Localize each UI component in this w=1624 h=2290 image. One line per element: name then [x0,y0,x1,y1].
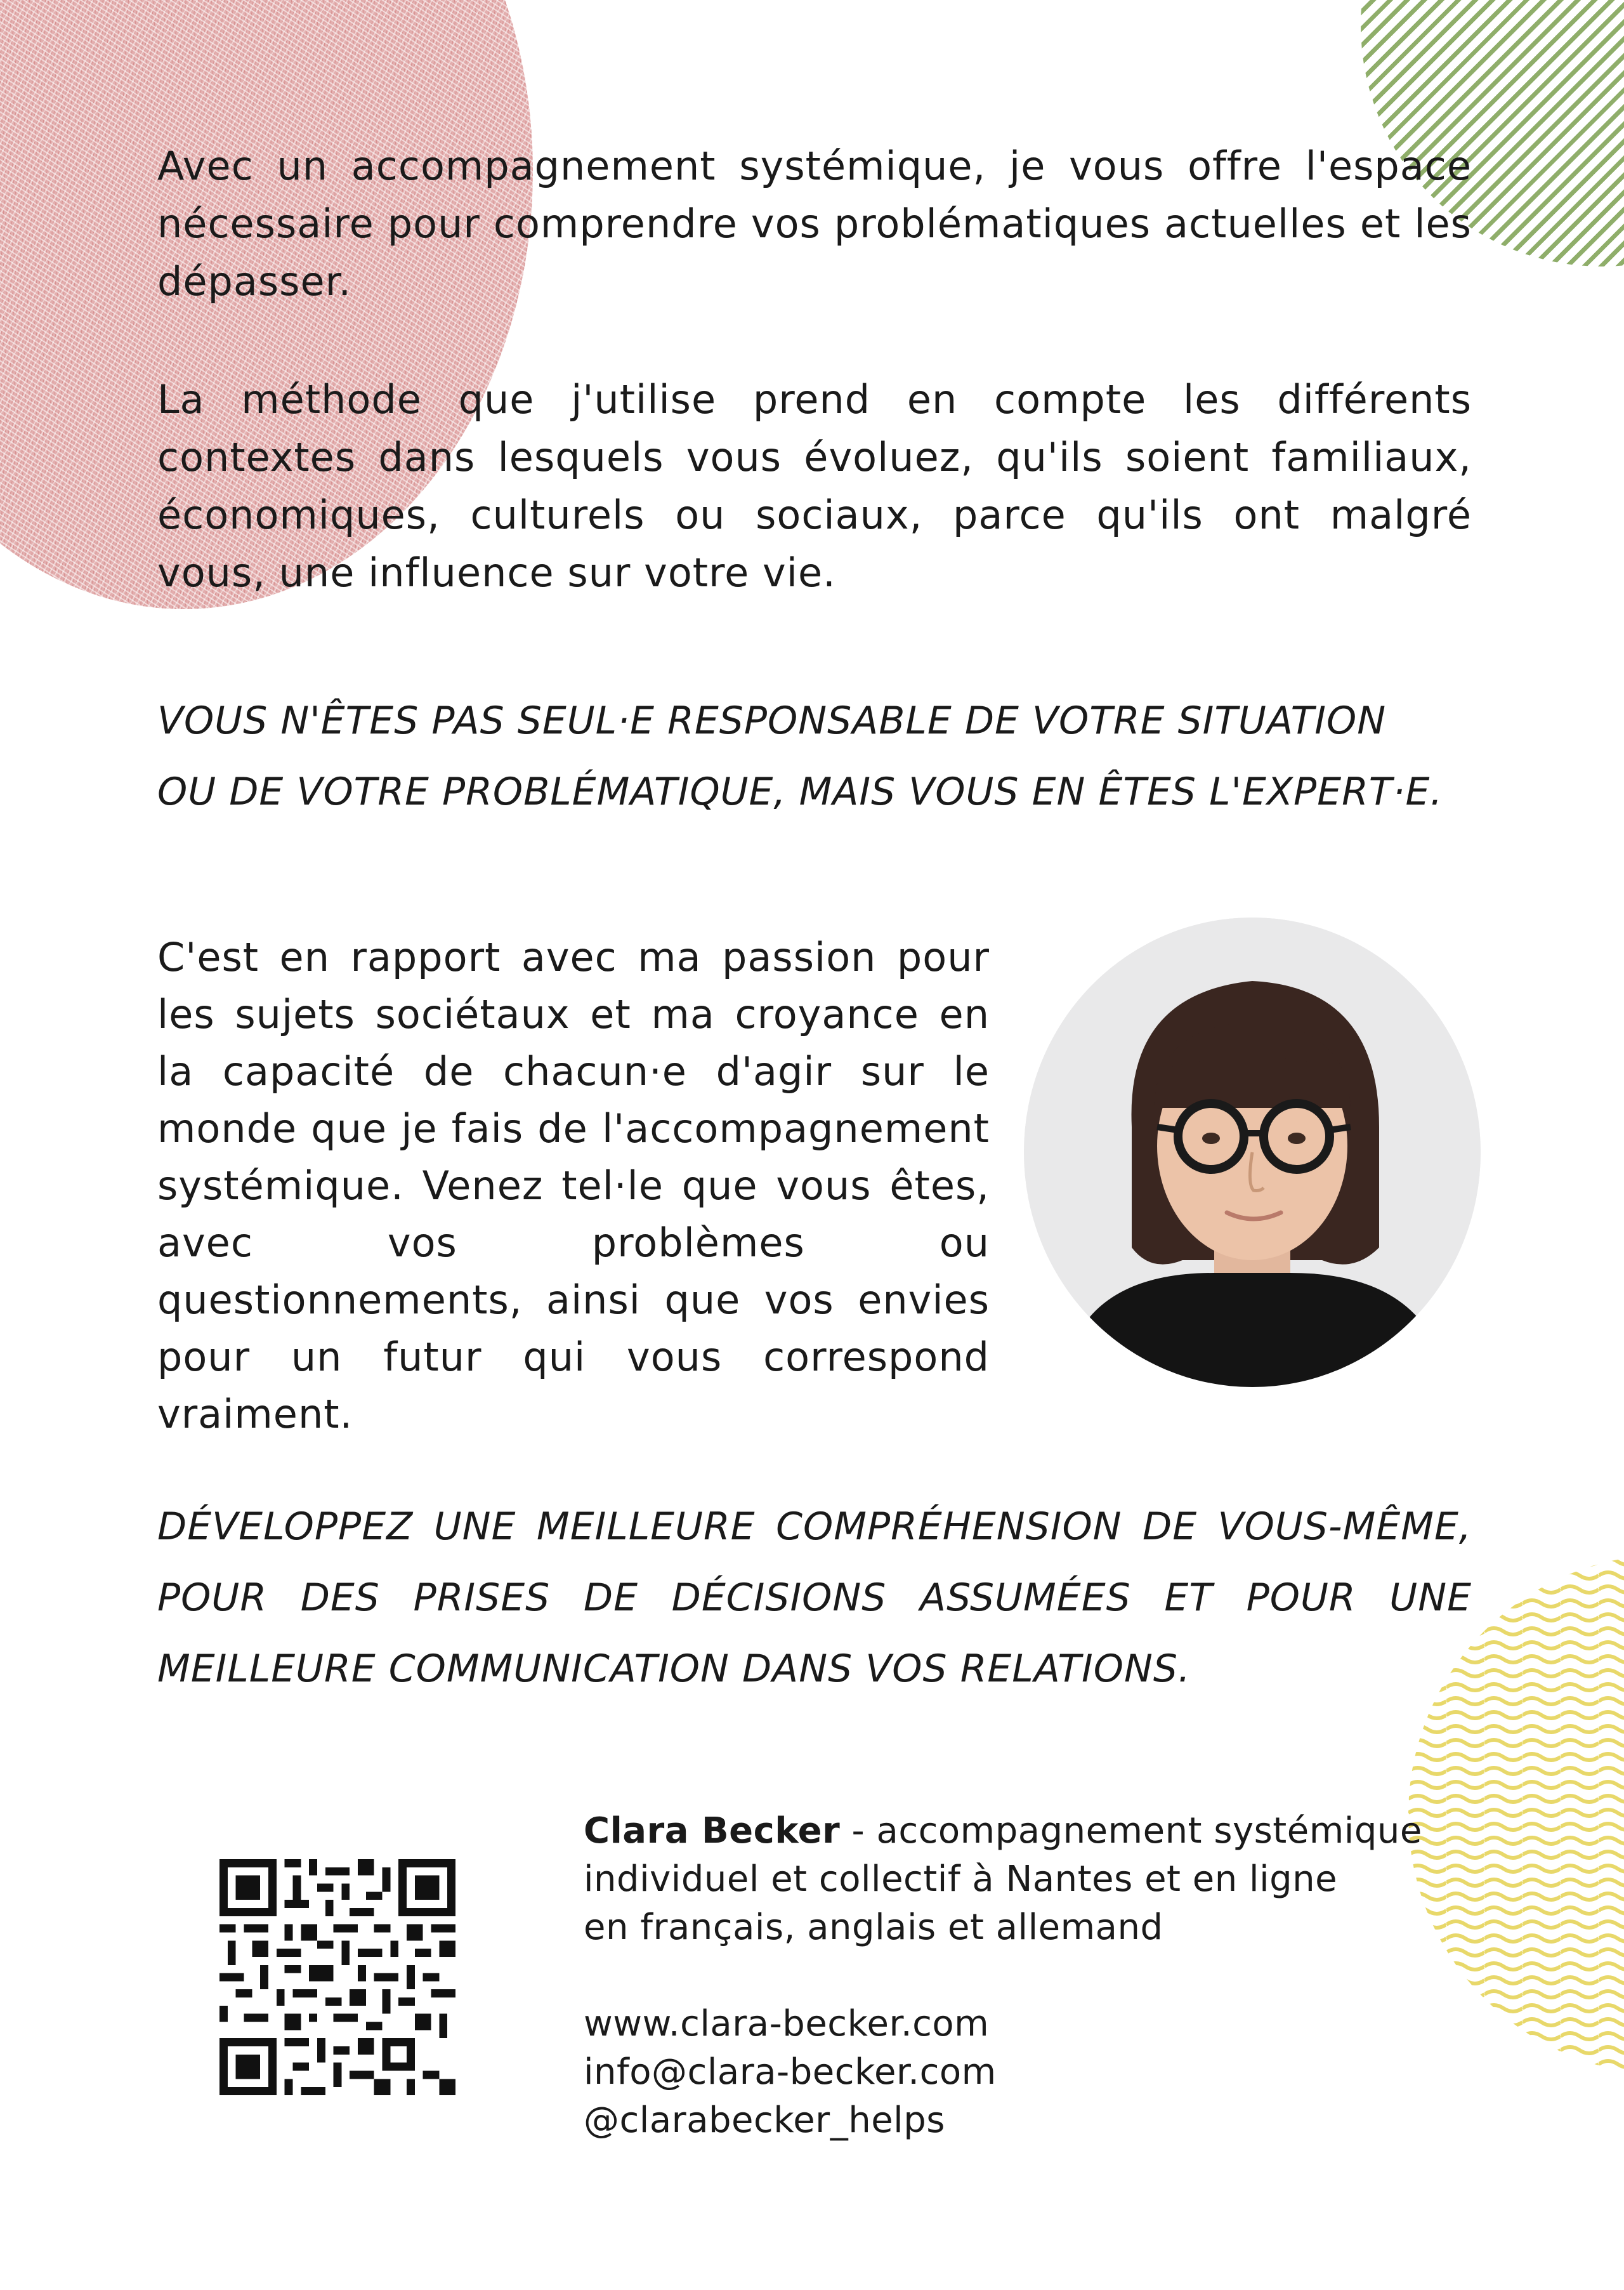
contact-email-link[interactable]: info@clara-becker.com [584,2051,997,2093]
contact-social-link[interactable]: @clarabecker_helps [584,2100,945,2141]
statement-benefits [157,1491,1472,1704]
statement-expert [157,685,1490,827]
contact-headline [584,1807,1459,1855]
statement-benefits-line-1: DÉVELOPPEZ UNE MEILLEURE COMPRÉHENSION DE VOUS-MÊME, [157,1504,1472,1549]
contact-line-2: individuel et collectif à Nantes et en ligne [584,1859,1338,1900]
contact-block [584,1807,1459,2145]
qr-code-icon[interactable] [219,1859,455,2095]
about-paragraph: C'est en rapport avec ma passion pour les sujets sociétaux et ma croyance en la capacité de chacun·e d'agir sur le monde que je fais de l'accompagnement systémique. Venez tel·le que vous êtes, avec vos problèmes ou questionnements, ainsi que vos envies pour un futur qui vous correspond vraiment. [157,934,990,1437]
portrait-photo [1024,918,1481,1387]
statement-benefits-line-3: MEILLEURE COMMUNICATION DANS VOS RELATIONS. [157,1647,1191,1691]
contact-name: Clara Becker [584,1810,841,1852]
statement-benefits-line-2: POUR DES PRISES DE DÉCISIONS ASSUMÉES ET POUR UNE [157,1576,1472,1620]
statement-expert-line-2: OU DE VOTRE PROBLÉMATIQUE, MAIS VOUS EN ÊTES L'EXPERT·E. [157,770,1443,814]
contact-line-3: en français, anglais et allemand [584,1907,1163,1948]
contact-website-link[interactable]: www.clara-becker.com [584,2003,990,2044]
intro-paragraph-2: La méthode que j'utilise prend en compte les différents contextes dans lesquels vous évoluez, qu'ils soient familiaux, économiques, culturels ou sociaux, parce qu'ils ont malgré vous, une influence sur votre vie. [157,376,1472,596]
contact-spacer [584,1952,1459,2000]
contact-tagline: - accompagnement systémique [840,1810,1422,1852]
intro-paragraph-1: Avec un accompagnement systémique, je vous offre l'espace nécessaire pour comprendre vos problématiques actuelles et les dépasser. [157,143,1472,305]
statement-expert-line-1: VOUS N'ÊTES PAS SEUL·E RESPONSABLE DE VOTRE SITUATION [157,699,1387,743]
